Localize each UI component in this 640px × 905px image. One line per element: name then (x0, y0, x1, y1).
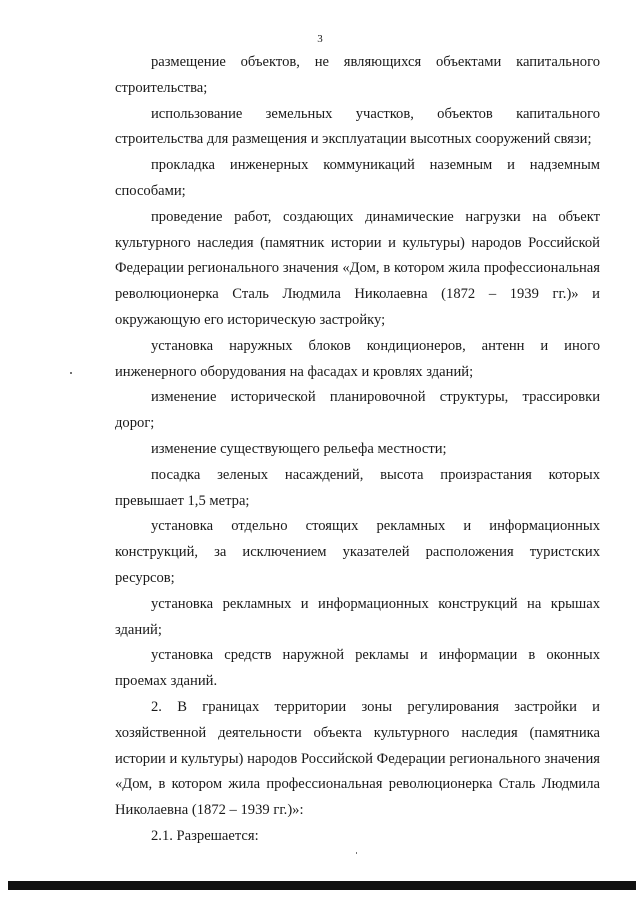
paragraph: 2.1. Разрешается: (151, 827, 259, 844)
paragraph: 2. В границах территории зоны регулирования застройки и хозяйственной деятельности объекта культурного наследия (памятника истории и культуры) народов Российской Федерации регионального значения «Дом, в котором жила профессиональная революционерка Сталь Людмила Николаевна (1872 – 1939 гг.)»: (115, 698, 600, 819)
paragraph: установка рекламных и информационных конструкций на крышах зданий; (115, 595, 600, 638)
paragraph: изменение исторической планировочной структуры, трассировки дорог; (115, 389, 600, 432)
document-body (115, 50, 600, 850)
scan-edge-bar (8, 881, 636, 890)
paragraph: проведение работ, создающих динамические нагрузки на объект культурного наследия (памятник истории и культуры) народов Российской Федерации регионального значения «Дом, в котором жила профессиональная революционерка Сталь Людмила Николаевна (1872 – 1939 гг.)» и окружающую его историческую застройку; (115, 208, 600, 328)
paragraph: изменение существующего рельефа местности; (151, 440, 447, 457)
paragraph: посадка зеленых насаждений, высота произрастания которых превышает 1,5 метра; (115, 466, 600, 509)
paragraph: установка отдельно стоящих рекламных и информационных конструкций, за исключением указателей расположения туристских ресурсов; (115, 518, 600, 586)
paragraph: размещение объектов, не являющихся объектами капитального строительства; (115, 54, 600, 96)
page-number: 3 (317, 33, 323, 45)
paragraph: прокладка инженерных коммуникаций наземным и надземным способами; (115, 157, 600, 199)
scan-speck (356, 852, 357, 854)
paragraph: использование земельных участков, объектов капитального строительства для размещения и эксплуатации высотных сооружений связи; (115, 105, 600, 148)
scan-speck (70, 372, 72, 374)
paragraph: установка средств наружной рекламы и информации в оконных проемах зданий. (115, 647, 600, 690)
paragraph: установка наружных блоков кондиционеров, антенн и иного инженерного оборудования на фасадах и кровлях зданий; (115, 337, 600, 380)
